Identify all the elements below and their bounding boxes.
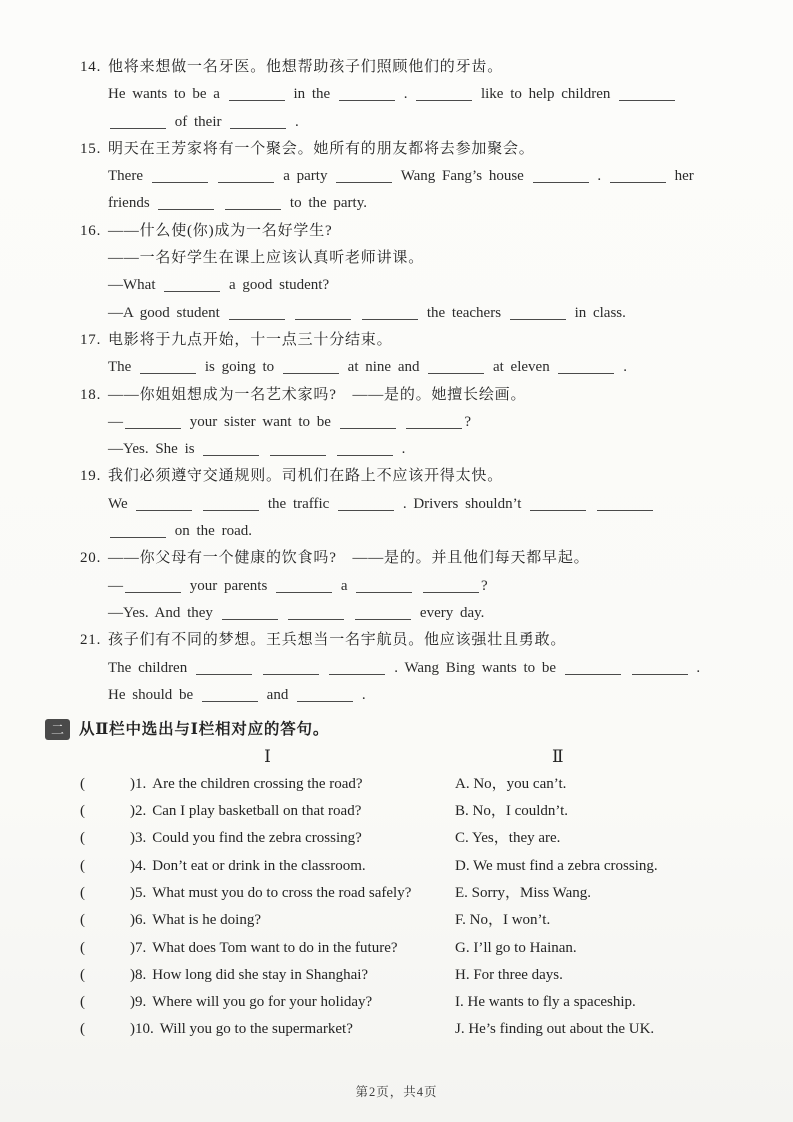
answer-blank (597, 499, 653, 511)
answer-blank (338, 499, 394, 511)
english-sentence: — your sister want to be ? (108, 413, 472, 430)
column-2-header: Ⅱ (552, 747, 564, 767)
answer-blank (229, 308, 285, 320)
answer-blank (202, 690, 258, 702)
english-sentence: He should be and . (108, 686, 366, 703)
matching-rows (80, 771, 723, 1044)
question-item (80, 463, 723, 545)
answer-blank (125, 581, 181, 593)
column-headers (80, 743, 723, 770)
answer-bracket: ( (80, 884, 85, 901)
answer-blank (340, 417, 396, 429)
answer-blank (196, 663, 252, 675)
answer-blank (263, 663, 319, 675)
answer-blank (283, 362, 339, 374)
answer-blank (136, 499, 192, 511)
item-number: 16. (80, 222, 102, 239)
item-number: 14. (80, 59, 102, 75)
item-number: 15. (80, 140, 102, 157)
answer-bracket: ( (80, 803, 85, 820)
item-number: 20. (80, 550, 102, 567)
chinese-sentence: ——一名好学生在课上应该认真听老师讲课。 (108, 250, 425, 267)
answer-blank (225, 198, 281, 210)
english-sentence: —What a good student? (108, 277, 330, 294)
answer-bracket: ( (80, 775, 85, 792)
answer-blank (339, 89, 395, 101)
answer-blank (428, 362, 484, 374)
question-text: Are the children crossing the road? (152, 775, 363, 792)
matching-row (80, 935, 723, 962)
answer-blank (329, 663, 385, 675)
question-cell (80, 989, 455, 1016)
fill-in-blanks-section (80, 54, 723, 709)
column-1-header: Ⅰ (264, 747, 271, 767)
question-text: Where will you go for your holiday? (152, 994, 373, 1011)
english-sentence: —Yes. She is . (108, 441, 406, 458)
question-cell (80, 825, 455, 852)
item-number: 19. (80, 468, 102, 485)
english-sentence: The children . Wang Bing wants to be . (108, 659, 701, 676)
chinese-sentence: 16. ——什么使(你)成为一名好学生? (108, 218, 723, 245)
chinese-sentence: 15. 明天在王芳家将有一个聚会。她所有的朋友都将去参加聚会。 (108, 136, 723, 163)
question-text: Could you find the zebra crossing? (152, 830, 362, 847)
english-sentence: friends to the party. (108, 195, 367, 212)
question-text: What must you do to cross the road safely? (152, 884, 412, 901)
answer-bracket: ( (80, 1021, 85, 1038)
answer-blank (125, 417, 181, 429)
chinese-sentence: 17. 电影将于九点开始，十一点三十分结束。 (108, 327, 723, 354)
answer-blank (533, 171, 589, 183)
question-cell (80, 1016, 455, 1043)
question-item (80, 136, 723, 218)
answer-blank (203, 499, 259, 511)
answer-blank (164, 280, 220, 292)
question-number: )8. (130, 966, 147, 983)
option-text: F. No，I won’t. (455, 912, 551, 929)
answer-bracket: ( (80, 994, 85, 1011)
option-text: H. For three days. (455, 966, 563, 983)
question-item (80, 218, 723, 327)
answer-blank (416, 89, 472, 101)
question-cell (80, 798, 455, 825)
answer-blank (140, 362, 196, 374)
answer-bracket: ( (80, 939, 85, 956)
answer-blank (158, 198, 214, 210)
matching-row (80, 962, 723, 989)
answer-blank (510, 308, 566, 320)
answer-blank (619, 89, 675, 101)
question-number: )7. (130, 939, 147, 956)
english-sentence: There a party Wang Fang’s house . her (108, 168, 694, 185)
item-number: 18. (80, 386, 102, 403)
answer-bracket: ( (80, 857, 85, 874)
answer-blank (632, 663, 688, 675)
answer-blank (203, 444, 259, 456)
question-text: What is he doing? (152, 912, 261, 929)
answer-blank (355, 608, 411, 620)
matching-row (80, 1016, 723, 1043)
english-sentence: —Yes. And they every day. (108, 604, 485, 621)
answer-blank (152, 171, 208, 183)
answer-blank (423, 581, 479, 593)
question-cell (80, 935, 455, 962)
answer-blank (229, 89, 285, 101)
question-number: )4. (130, 857, 147, 874)
answer-blank (558, 362, 614, 374)
question-item (80, 545, 723, 627)
answer-blank (530, 499, 586, 511)
question-text: Don’t eat or drink in the classroom. (152, 857, 366, 874)
section-marker: 二 (45, 719, 70, 740)
answer-bracket: ( (80, 912, 85, 929)
question-number: )10. (130, 1021, 154, 1038)
question-item (80, 54, 723, 136)
option-text: C. Yes，they are. (455, 830, 561, 847)
matching-row (80, 853, 723, 880)
english-sentence: — your parents a ? (108, 577, 488, 594)
question-cell (80, 962, 455, 989)
english-sentence: We the traffic . Drivers shouldn’t (108, 491, 723, 518)
answer-blank (336, 171, 392, 183)
option-text: A. No，you can’t. (455, 775, 567, 792)
option-text: D. We must find a zebra crossing. (455, 857, 658, 874)
option-text: J. He’s finding out about the UK. (455, 1021, 655, 1038)
question-item (80, 382, 723, 464)
question-text: What does Tom want to do in the future? (152, 939, 398, 956)
english-sentence: on the road. (108, 518, 723, 545)
option-text: G. I’ll go to Hainan. (455, 939, 577, 956)
question-number: )9. (130, 994, 147, 1011)
answer-blank (406, 417, 462, 429)
question-text: Will you go to the supermarket? (159, 1021, 353, 1038)
matching-row (80, 907, 723, 934)
english-sentence: —A good student the teachers in class. (108, 304, 626, 321)
answer-blank (270, 444, 326, 456)
page-number: 第2页，共4页 (355, 1085, 438, 1099)
question-text: How long did she stay in Shanghai? (152, 966, 369, 983)
chinese-sentence: 18. ——你姐姐想成为一名艺术家吗? ——是的。她擅长绘画。 (108, 382, 723, 409)
option-text: B. No，I couldn’t. (455, 803, 569, 820)
answer-blank (110, 117, 166, 129)
answer-blank (297, 690, 353, 702)
chinese-sentence: 14. 他将来想做一名牙医。他想帮助孩子们照顾他们的牙齿。 (108, 54, 723, 81)
answer-bracket: ( (80, 966, 85, 983)
question-cell (80, 907, 455, 934)
answer-blank (565, 663, 621, 675)
answer-blank (362, 308, 418, 320)
question-item (80, 327, 723, 382)
answer-blank (610, 171, 666, 183)
answer-blank (356, 581, 412, 593)
chinese-sentence: 21. 孩子们有不同的梦想。王兵想当一名宇航员。他应该强壮且勇敢。 (108, 627, 723, 654)
answer-blank (218, 171, 274, 183)
question-text: Can I play basketball on that road? (152, 803, 362, 820)
english-sentence: The is going to at nine and at eleven . (108, 359, 627, 376)
answer-bracket: ( (80, 830, 85, 847)
english-sentence: He wants to be a in the . like to help children (108, 81, 723, 108)
answer-blank (288, 608, 344, 620)
question-number: )2. (130, 803, 147, 820)
answer-blank (110, 526, 166, 538)
section-title: 从Ⅱ栏中选出与Ⅰ栏相对应的答句。 (79, 721, 330, 739)
question-cell (80, 853, 455, 880)
answer-blank (295, 308, 351, 320)
matching-row (80, 825, 723, 852)
item-number: 17. (80, 331, 102, 348)
answer-blank (276, 581, 332, 593)
question-number: )3. (130, 830, 147, 847)
answer-blank (230, 117, 286, 129)
matching-row (80, 771, 723, 798)
question-cell (80, 771, 455, 798)
english-sentence: of their . (108, 109, 723, 136)
question-item (80, 627, 723, 709)
option-text: I. He wants to fly a spaceship. (455, 994, 636, 1011)
matching-row (80, 798, 723, 825)
option-text: E. Sorry，Miss Wang. (455, 884, 592, 901)
matching-row (80, 880, 723, 907)
question-number: )5. (130, 884, 147, 901)
item-number: 21. (80, 632, 102, 649)
chinese-sentence: 19. 我们必须遵守交通规则。司机们在路上不应该开得太快。 (108, 463, 723, 490)
answer-blank (222, 608, 278, 620)
question-number: )1. (130, 775, 147, 792)
question-cell (80, 880, 455, 907)
matching-row (80, 989, 723, 1016)
matching-section-header (45, 716, 723, 743)
answer-blank (337, 444, 393, 456)
question-number: )6. (130, 912, 147, 929)
chinese-sentence: 20. ——你父母有一个健康的饮食吗? ——是的。并且他们每天都早起。 (108, 545, 723, 572)
